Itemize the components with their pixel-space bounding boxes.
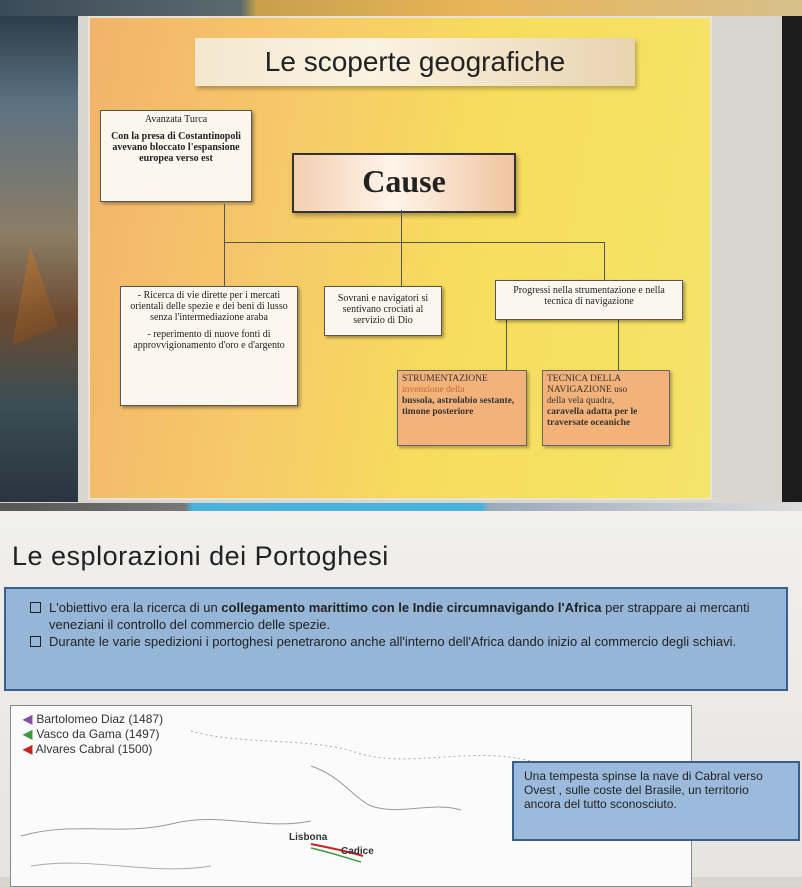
screen-bezel bbox=[782, 16, 802, 502]
slide-scoperte-geografiche bbox=[90, 18, 710, 498]
connector-vertical-cause bbox=[401, 210, 402, 242]
box-strumentazione bbox=[397, 370, 527, 446]
connector-horizontal bbox=[224, 242, 604, 243]
slide-esplorazioni-portoghesi bbox=[0, 511, 802, 877]
painting-sailing-ship bbox=[0, 16, 78, 502]
checkbox-icon bbox=[30, 602, 41, 613]
connector-down-5 bbox=[618, 320, 619, 370]
connector-down-3 bbox=[604, 242, 605, 280]
slide2-title: Le esplorazioni dei Portoghesi bbox=[12, 541, 389, 571]
ricerca-text-2: - reperimento di nuove fonti di approvvigionamento d'oro e d'argento bbox=[133, 329, 285, 351]
tecnica-heading: TECNICA DELLA NAVIGAZIONE uso bbox=[547, 374, 628, 395]
connector-down-1 bbox=[224, 242, 225, 286]
map-label-lisbona: Lisbona bbox=[289, 832, 328, 843]
tecnica-sub: della vela quadra, bbox=[547, 396, 615, 406]
arrow-left-icon: ◀ bbox=[23, 742, 33, 756]
strumentazione-heading: STRUMENTAZIONE bbox=[402, 374, 488, 384]
arrow-left-icon: ◀ bbox=[23, 727, 33, 741]
cabral-storm-note: Una tempesta spinse la nave di Cabral verso Ovest , sulle coste del Brasile, un territorio ancora del tutto sconosciuto. bbox=[512, 761, 800, 841]
connector-vertical-left bbox=[224, 204, 225, 242]
bullet-1-post: per strappare ai mercanti veneziani il controllo del commercio delle spezie. bbox=[49, 600, 750, 632]
map-label-cadice: Cadice bbox=[341, 846, 374, 857]
info-box bbox=[4, 587, 788, 691]
arrow-left-icon: ◀ bbox=[23, 712, 33, 726]
tecnica-body: caravella adatta per le traversate oceaniche bbox=[547, 407, 638, 428]
avanzata-heading: Avanzata Turca bbox=[144, 114, 208, 125]
box-ricerca-vie bbox=[120, 286, 298, 406]
box-progressi bbox=[495, 280, 683, 320]
checkbox-icon bbox=[30, 636, 41, 647]
connector-down-4 bbox=[506, 320, 507, 370]
strumentazione-sub: invenzione della bbox=[402, 385, 465, 395]
route-legend bbox=[23, 712, 163, 757]
ricerca-text-1: - Ricerca di vie dirette per i mercati orientali delle spezie e dei beni di lusso senza l'intermediazione araba bbox=[130, 290, 288, 323]
slide-title: Le scoperte geografiche bbox=[195, 38, 635, 86]
bullet-1-pre: L'obiettivo era la ricerca di un bbox=[49, 600, 222, 615]
strumentazione-body: bussola, astrolabio sestante, timone posteriore bbox=[402, 396, 515, 417]
top-edge bbox=[0, 0, 802, 16]
box-sovrani-navigatori bbox=[324, 286, 442, 336]
box-tecnica-navigazione bbox=[542, 370, 670, 446]
bullet-1-bold: collegamento marittimo con le Indie circumnavigando l'Africa bbox=[221, 600, 602, 615]
progressi-text: Progressi nella strumentazione e nella tecnica di navigazione bbox=[513, 285, 665, 307]
bullet-1 bbox=[30, 599, 774, 633]
box-avanzata-turca bbox=[100, 110, 252, 202]
connector-down-2 bbox=[401, 242, 402, 286]
bullet-2-text: Durante le varie spedizioni i portoghesi penetrarono anche all'interno dell'Africa dando inizio al commercio degli schiavi. bbox=[49, 634, 737, 649]
legend-gama: ◀ Vasco da Gama (1497) bbox=[23, 727, 160, 741]
slide-divider bbox=[0, 503, 802, 511]
legend-diaz: ◀ Bartolomeo Diaz (1487) bbox=[23, 712, 164, 726]
bullet-2 bbox=[30, 633, 774, 650]
sovrani-text: Sovrani e navigatori si sentivano crociati al servizio di Dio bbox=[337, 293, 429, 326]
avanzata-text: Con la presa di Costantinopoli avevano bloccato l'espansione europea verso est bbox=[111, 131, 241, 164]
cause-label: Cause bbox=[292, 153, 516, 213]
legend-cabral: ◀ Alvares Cabral (1500) bbox=[23, 742, 153, 756]
